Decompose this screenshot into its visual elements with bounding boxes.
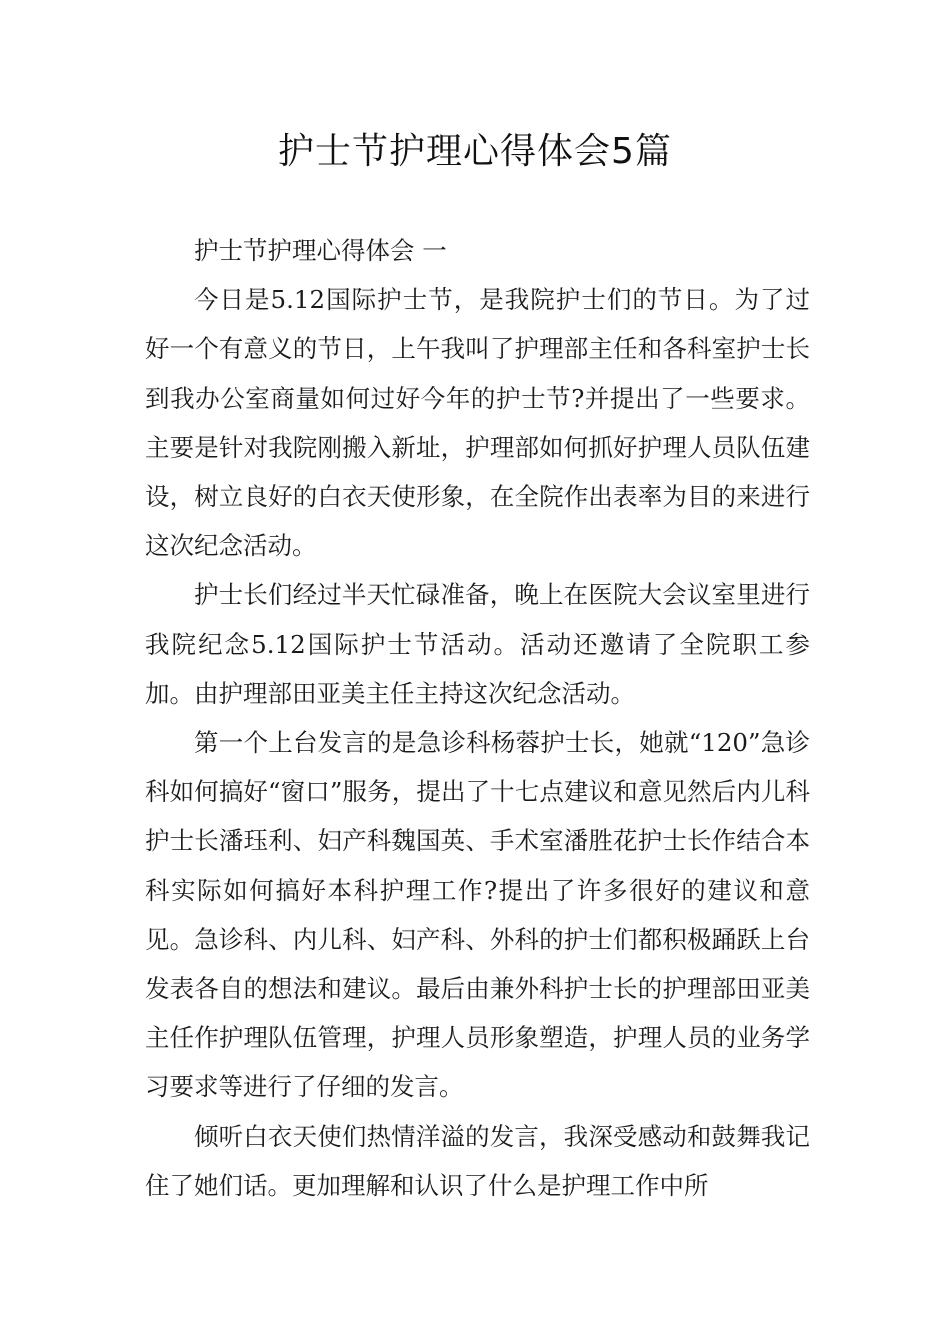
document-body — [145, 226, 810, 1210]
paragraph: 倾听白衣天使们热情洋溢的发言，我深受感动和鼓舞我记住了她们话。更加理解和认识了什么是护理工作中所 — [145, 1121, 810, 1200]
paragraph: 第一个上台发言的是急诊科杨蓉护士长，她就“120”急诊科如何搞好“窗口”服务，提出了十七点建议和意见然后内儿科护士长潘珏利、妇产科魏国英、手术室潘胜花护士长作结合本科实际如何搞好本科护理工作?提出了许多很好的建议和意见。急诊科、内儿科、妇产科、外科的护士们都积极踊跃上台发表各自的想法和建议。最后由兼外科护士长的护理部田亚美主任作护理队伍管理，护理人员形象塑造，护理人员的业务学习要求等进行了仔细的发言。 — [145, 728, 810, 1102]
document-title: 护士节护理心得体会5篇 — [278, 131, 672, 172]
section-heading: 护士节护理心得体会 一 — [194, 236, 447, 265]
paragraph: 今日是5.12国际护士节，是我院护士们的节日。为了过好一个有意义的节日，上午我叫了护理部主任和各科室护士长到我办公室商量如何过好今年的护士节?并提出了一些要求。主要是针对我院刚搬入新址，护理部如何抓好护理人员队伍建设，树立良好的白衣天使形象，在全院作出表率为目的来进行这次纪念活动。 — [145, 285, 810, 561]
paragraph: 护士长们经过半天忙碌准备，晚上在医院大会议室里进行我院纪念5.12国际护士节活动。活动还邀请了全院职工参加。由护理部田亚美主任主持这次纪念活动。 — [145, 580, 810, 708]
